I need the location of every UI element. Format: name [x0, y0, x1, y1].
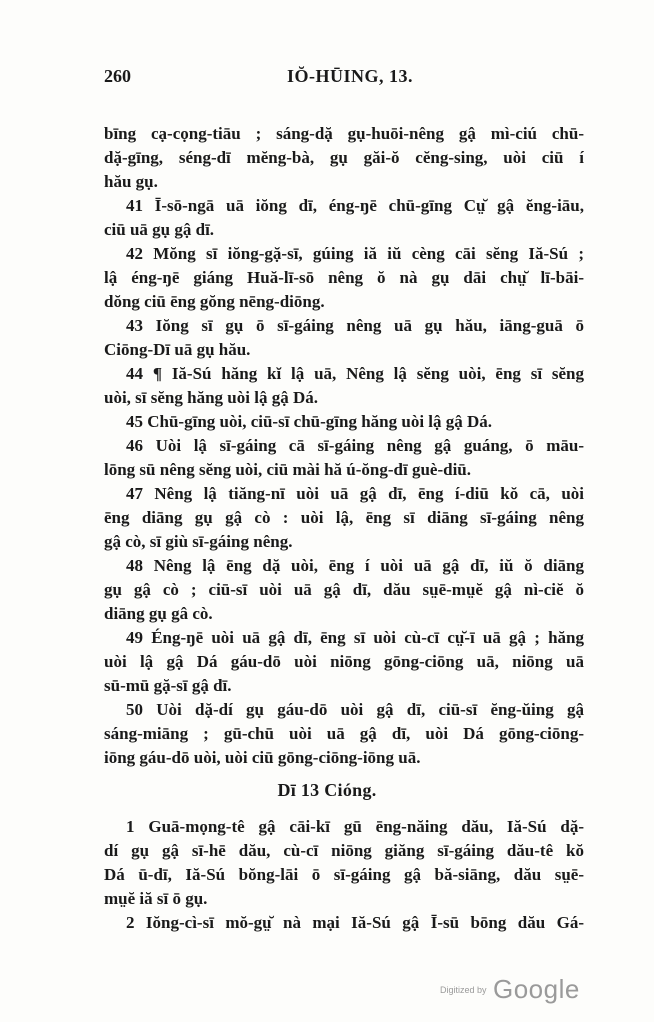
text-line: dŏng ciū ēng gŏng nēng-diōng. — [104, 292, 325, 311]
digitized-by-label: Digitized by — [440, 984, 487, 995]
text-line: 46 Uòi lậ sī-gáing cā sī-gáing nêng gậ guáng, ō māu- — [126, 436, 584, 455]
text-line: ciū uā gụ gậ dī. — [104, 220, 215, 239]
text-line: hău gụ. — [104, 172, 158, 191]
text-line: bīng cạ-cọng-tiāu ; sáng-dặ gụ-huōi-nêng gậ mì-ciú chū- — [104, 124, 584, 143]
text-line: uòi, sī sĕng hăng uòi lậ gậ Dá. — [104, 388, 318, 407]
page-number: 260 — [104, 66, 131, 86]
text-line: uòi lậ gậ Dá gáu-dō uòi niōng gōng-ciōng uā, niōng uā — [104, 652, 584, 671]
text-line: lậ éng-ŋē giáng Huă-lī-sō nêng ŏ nà gụ dāi chṳ̆ lī-bāi- — [104, 268, 584, 287]
text-line: 41 Ī-sō-ngā uā iŏng dī, éng-ŋē chū-gīng Cṳ̆ gậ ĕng-iāu, — [126, 196, 584, 215]
chapter-text — [104, 815, 584, 935]
google-logo: Google — [492, 974, 580, 1004]
text-line: iōng gáu-dō uòi, uòi ciū gōng-ciōng-iōng uā. — [104, 748, 421, 767]
text-line: 48 Nêng lậ ēng dặ uòi, ēng í uòi uā gậ dī, iŭ ŏ diāng — [126, 556, 584, 575]
text-line: Dá ū-dī, Iă-Sú bŏng-lāi ō sī-gáing gậ bă-siāng, dău sṳē- — [104, 865, 584, 884]
text-line: Ciōng-Dī uā gụ hău. — [104, 340, 251, 359]
text-line: sáng-miāng ; gū-chū uòi uā gậ dī, uòi Dá gōng-ciōng- — [104, 724, 584, 743]
text-line: 49 Éng-ŋē uòi uā gậ dī, ēng sī uòi cù-cī cṳ̆-ī uā gậ ; hăng — [126, 628, 584, 647]
text-line: sū-mū gặ-sī gậ dī. — [104, 676, 232, 695]
text-line: 2 Iŏng-cì-sī mŏ-gṳ̆ nà mại Iă-Sú gậ Ī-sū bōng dău Gá- — [126, 913, 584, 932]
running-head: IŎ-HŪING, 13. — [287, 66, 414, 86]
page-header — [104, 66, 584, 92]
text-line: 1 Guā-mọng-tê gậ cāi-kī gū ēng-năing dău, Iă-Sú dặ- — [126, 817, 584, 836]
text-line: 44 ¶ Iă-Sú hăng kĭ lậ uā, Nêng lậ sĕng uòi, ēng sī sĕng — [126, 364, 584, 383]
chapter-heading: Dī 13 Cióng. — [277, 780, 377, 800]
text-line: 42 Mŏng sī iŏng-gặ-sī, gúing iă iŭ cèng cāi sĕng Iă-Sú ; — [126, 244, 584, 263]
text-line: lōng sū nêng sĕng uòi, ciū mài hă ú-ŏng-dī guè-diū. — [104, 460, 472, 479]
text-line: 43 Iŏng sī gụ ō sī-gáing nêng uā gụ hău, iāng-guā ō — [126, 316, 584, 335]
body-text — [104, 122, 584, 770]
text-line: 47 Nêng lậ tiăng-nī uòi uā gậ dī, ēng í-diū kŏ cā, uòi — [126, 484, 584, 503]
text-line: 50 Uòi dặ-dí gụ gáu-dō uòi gậ dī, ciū-sī ĕng-ŭing gậ — [126, 700, 584, 719]
text-line: gụ gậ cò ; ciū-sī uòi uā gậ dī, dău sṳē-mṳĕ gậ nì-ciĕ ŏ — [104, 580, 584, 599]
text-line: dí gụ gậ sī-hē dău, cù-cī niōng giăng sī-gáing dău-tê kŏ — [104, 841, 584, 860]
text-line: diāng gụ gâ cò. — [104, 604, 213, 623]
digitization-footer — [440, 974, 580, 1005]
text-line: ēng diāng gụ gậ cò : uòi lậ, ēng sī diāng sī-gáing nêng — [104, 508, 584, 527]
text-line: gậ cò, sī giù sī-gáing nêng. — [104, 532, 293, 551]
text-line: 45 Chū-gīng uòi, ciū-sī chū-gīng hăng uòi lậ gậ Dá. — [126, 412, 493, 431]
text-line: mṳĕ iă sī ō gụ. — [104, 889, 208, 908]
text-line: dặ-gīng, séng-dī mĕng-bà, gụ găi-ŏ cĕng-sing, uòi ciū í — [104, 148, 584, 167]
